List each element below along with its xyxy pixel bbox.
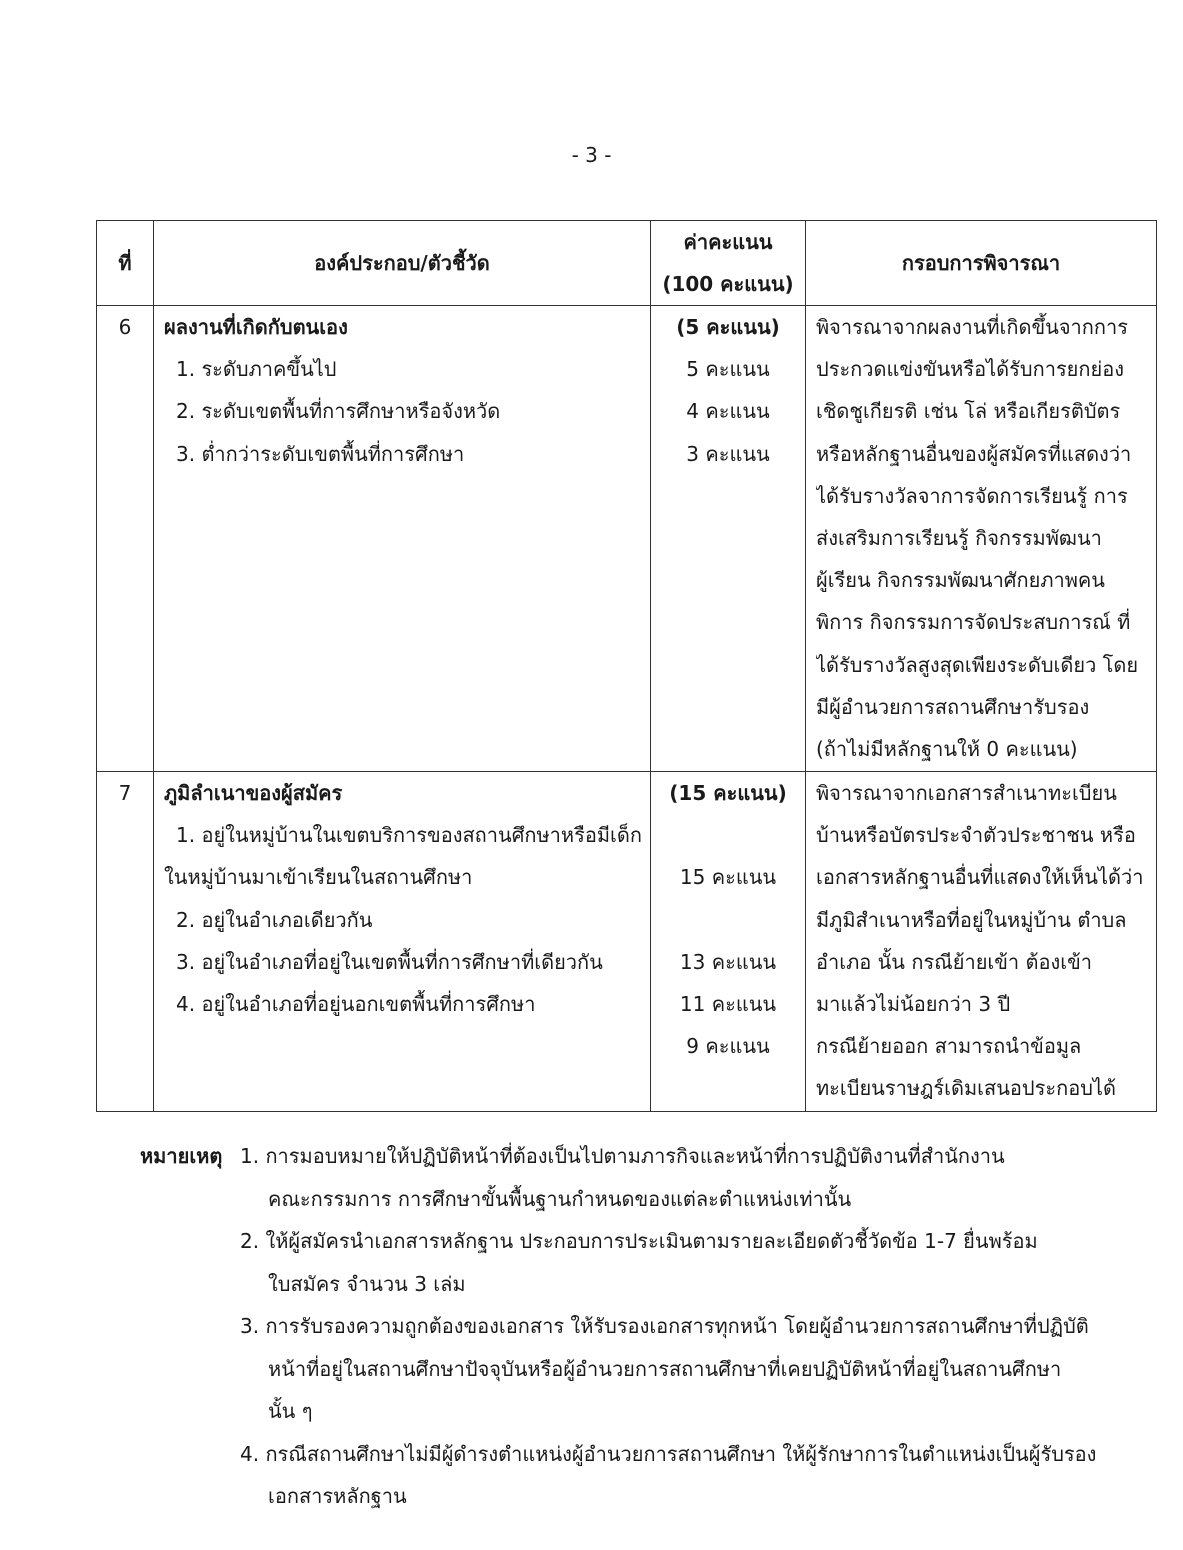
list-item: 1. ระดับภาคขึ้นไป: [176, 357, 337, 382]
notes-section: [140, 1135, 1100, 1518]
row-component: [154, 306, 651, 772]
criteria-line: ผู้เรียน กิจกรรมพัฒนาศักยภาพคน: [816, 568, 1105, 593]
note-line: 4. กรณีสถานศึกษาไม่มีผู้ดำรงตำแหน่งผู้อำนวยการสถานศึกษา ให้ผู้รักษาการในตำแหน่งเป็นผู้รับรอง: [240, 1441, 1097, 1466]
table-row: [97, 306, 1157, 772]
score-value: 15 คะแนน: [679, 865, 777, 890]
score-value: 13 คะแนน: [679, 949, 777, 974]
header-score-line2: (100 คะแนน): [662, 272, 794, 296]
note-line: 2. ให้ผู้สมัครนำเอกสารหลักฐาน ประกอบการประเมินตามรายละเอียดตัวชี้วัดข้อ 1-7 ยื่นพร้อม: [240, 1229, 1038, 1253]
note-item: [140, 1220, 1100, 1305]
row-component: [154, 772, 651, 1112]
notes-label: หมายเหตุ: [140, 1144, 223, 1168]
list-item: 2. อยู่ในอำเภอเดียวกัน: [176, 907, 373, 932]
criteria-line: พิจารณาจากเอกสารสำเนาทะเบียน: [816, 781, 1117, 805]
note-line: เอกสารหลักฐาน: [268, 1484, 407, 1508]
criteria-line: มีผู้อำนวยการสถานศึกษารับรอง: [816, 694, 1090, 719]
criteria-line: ได้รับรางวัลสูงสุดเพียงระดับเดียว โดย: [816, 652, 1139, 677]
score-value: 3 คะแนน: [686, 441, 770, 466]
evaluation-table: [96, 220, 1157, 1112]
note-item: [140, 1135, 1100, 1220]
header-component: องค์ประกอบ/ตัวชี้วัด: [154, 221, 651, 306]
criteria-line: พิการ กิจกรรมการจัดประสบการณ์ ที่: [816, 610, 1131, 635]
score-value: 9 คะแนน: [686, 1034, 770, 1059]
criteria-line: อำเภอ นั้น กรณีย้ายเข้า ต้องเข้า: [816, 949, 1093, 974]
list-item: 3. ต่ำกว่าระดับเขตพื้นที่การศึกษา: [176, 441, 465, 466]
list-item: 1. อยู่ในหมู่บ้านในเขตบริการของสถานศึกษาหรือมีเด็ก: [176, 823, 642, 848]
criteria-line: กรณีย้ายออก สามารถนำข้อมูล: [816, 1034, 1082, 1059]
page-number: - 3 -: [571, 143, 612, 167]
row-criteria: [806, 306, 1157, 772]
criteria-line: บ้านหรือบัตรประจำตัวประชาชน หรือ: [816, 823, 1136, 848]
note-item: [140, 1305, 1100, 1433]
header-score-line1: ค่าคะแนน: [683, 230, 773, 254]
row-number: 6: [97, 306, 154, 772]
header-no: ที่: [97, 221, 154, 306]
row-title: ภูมิลำเนาของผู้สมัคร: [164, 781, 343, 805]
criteria-line: ส่งเสริมการเรียนรู้ กิจกรรมพัฒนา: [816, 525, 1102, 550]
score-value: 4 คะแนน: [686, 399, 770, 424]
score-value: [651, 814, 805, 856]
note-line: คณะกรรมการ การศึกษาขั้นพื้นฐานกำหนดของแต่ละตำแหน่งเท่านั้น: [268, 1186, 852, 1211]
score-value: [651, 899, 805, 941]
note-line: 1. การมอบหมายให้ปฏิบัติหน้าที่ต้องเป็นไปตามภารกิจและหน้าที่การปฏิบัติงานที่สำนักงาน: [240, 1144, 1005, 1168]
row-criteria: [806, 772, 1157, 1112]
criteria-line: เชิดชูเกียรติ เช่น โล่ หรือเกียรติบัตร: [816, 399, 1121, 424]
row-number: 7: [97, 772, 154, 1112]
note-line: หน้าที่อยู่ในสถานศึกษาปัจจุบันหรือผู้อำนวยการสถานศึกษาที่เคยปฏิบัติหน้าที่อยู่ในสถานศึกษา: [268, 1356, 1062, 1381]
row-title: ผลงานที่เกิดกับตนเอง: [164, 315, 348, 339]
row-score: [651, 772, 806, 1112]
note-line: ใบสมัคร จำนวน 3 เล่ม: [268, 1271, 466, 1296]
criteria-line: ประกวดแข่งขันหรือได้รับการยกย่อง: [816, 357, 1125, 382]
table-row: [97, 772, 1157, 1112]
criteria-line: พิจารณาจากผลงานที่เกิดขึ้นจากการ: [816, 315, 1128, 339]
score-total: (15 คะแนน): [669, 781, 787, 805]
criteria-line: มาแล้วไม่น้อยกว่า 3 ปี: [816, 991, 1011, 1016]
header-criteria: กรอบการพิจารณา: [806, 221, 1157, 306]
table-header-row: [97, 221, 1157, 306]
criteria-line: หรือหลักฐานอื่นของผู้สมัครที่แสดงว่า: [816, 441, 1132, 466]
list-item: 3. อยู่ในอำเภอที่อยู่ในเขตพื้นที่การศึกษาที่เดียวกัน: [176, 949, 603, 974]
criteria-line: ได้รับรางวัลจาการจัดการเรียนรู้ การ: [816, 483, 1128, 508]
score-total: (5 คะแนน): [676, 315, 780, 339]
list-item: 2. ระดับเขตพื้นที่การศึกษาหรือจังหวัด: [176, 399, 501, 424]
criteria-line: มีภูมิสำเนาหรือที่อยู่ในหมู่บ้าน ตำบล: [816, 907, 1127, 932]
criteria-line: ทะเบียนราษฎร์เดิมเสนอประกอบได้: [816, 1076, 1116, 1101]
header-score: [651, 221, 806, 306]
note-line: นั้น ๆ: [268, 1399, 313, 1423]
score-value: 11 คะแนน: [679, 991, 777, 1016]
list-item: 4. อยู่ในอำเภอที่อยู่นอกเขตพื้นที่การศึกษา: [176, 991, 536, 1016]
criteria-line: เอกสารหลักฐานอื่นที่แสดงให้เห็นได้ว่า: [816, 865, 1144, 890]
list-item: ในหมู่บ้านมาเข้าเรียนในสถานศึกษา: [164, 865, 473, 890]
criteria-line: (ถ้าไม่มีหลักฐานให้ 0 คะแนน): [816, 736, 1078, 761]
note-line: 3. การรับรองความถูกต้องของเอกสาร ให้รับรองเอกสารทุกหน้า โดยผู้อำนวยการสถานศึกษาที่ปฏิบัติ: [240, 1314, 1089, 1338]
row-score: [651, 306, 806, 772]
score-value: 5 คะแนน: [686, 357, 770, 382]
note-item: [140, 1433, 1100, 1518]
